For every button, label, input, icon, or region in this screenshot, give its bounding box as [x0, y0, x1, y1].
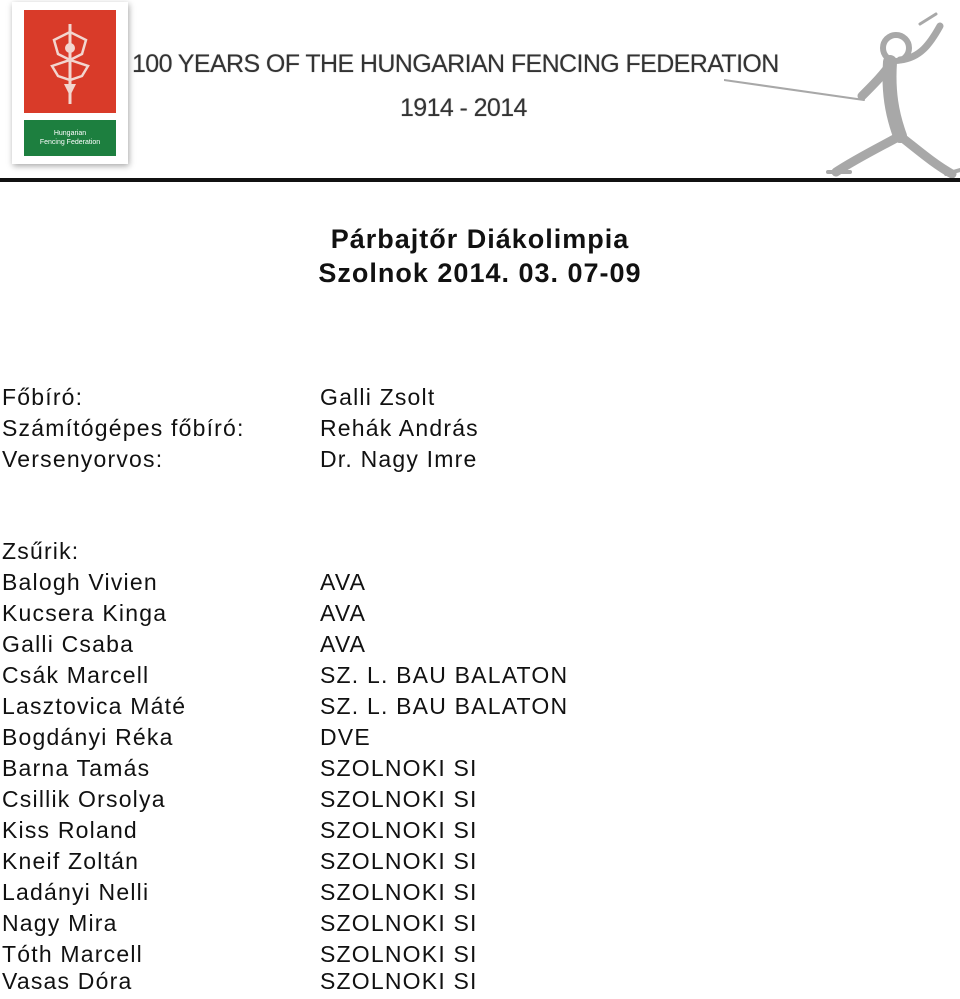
- jury-row: [0, 755, 960, 786]
- jury-member-club: SZOLNOKI SI: [320, 755, 478, 781]
- jury-member-club: SZ. L. BAU BALATON: [320, 662, 569, 688]
- jury-member-club: SZOLNOKI SI: [320, 817, 478, 843]
- logo-line-1: Hungarian: [53, 130, 87, 137]
- jury-member-club: SZOLNOKI SI: [320, 879, 478, 905]
- jury-member-name: Barna Tamás: [2, 755, 151, 781]
- jury-row: [0, 848, 960, 879]
- official-row: [0, 446, 960, 477]
- jury-member-name: Kucsera Kinga: [2, 600, 168, 626]
- jury-row: [0, 724, 960, 755]
- jury-row: [0, 879, 960, 910]
- jury-member-name: Kneif Zoltán: [2, 848, 140, 874]
- official-row: [0, 415, 960, 446]
- jury-member-club: AVA: [320, 631, 367, 657]
- crest-icon: [24, 10, 116, 113]
- jury-row: [0, 817, 960, 848]
- official-label: Versenyorvos:: [2, 446, 164, 472]
- jury-member-name: Vasas Dóra: [2, 968, 133, 994]
- federation-logo: [12, 2, 128, 164]
- jury-row: [0, 910, 960, 941]
- logo-line-2: Fencing Federation: [39, 139, 101, 146]
- jury-member-name: Lasztovica Máté: [2, 693, 187, 719]
- jury-row: [0, 631, 960, 662]
- jury-member-club: SZOLNOKI SI: [320, 941, 478, 967]
- jury-row: [0, 662, 960, 693]
- jury-member-name: Ladányi Nelli: [2, 879, 150, 905]
- official-row: [0, 384, 960, 415]
- header-rule: [0, 178, 960, 182]
- jury-member-name: Csák Marcell: [2, 662, 150, 688]
- jury-row: [0, 968, 960, 999]
- jury-member-club: SZOLNOKI SI: [320, 968, 478, 994]
- official-name: Rehák András: [320, 415, 479, 441]
- official-label: Főbíró:: [2, 384, 84, 410]
- jury-member-name: Balogh Vivien: [2, 569, 158, 595]
- jury-member-club: DVE: [320, 724, 371, 750]
- jury-row: [0, 693, 960, 724]
- jury-member-name: Csillik Orsolya: [2, 786, 166, 812]
- official-name: Galli Zsolt: [320, 384, 436, 410]
- logo-caption: [24, 120, 116, 156]
- banner-years: 1914 - 2014: [400, 94, 527, 122]
- jury-member-club: SZOLNOKI SI: [320, 848, 478, 874]
- jury-member-name: Nagy Mira: [2, 910, 118, 936]
- jury-member-club: SZ. L. BAU BALATON: [320, 693, 569, 719]
- jury-heading: Zsűrik:: [2, 538, 80, 564]
- jury-member-club: SZOLNOKI SI: [320, 786, 478, 812]
- event-title: Párbajtőr Diákolimpia: [330, 224, 630, 254]
- logo-crest: [24, 10, 116, 113]
- jury-member-club: AVA: [320, 569, 367, 595]
- jury-row: [0, 569, 960, 600]
- page-header: [0, 0, 960, 184]
- jury-row: [0, 600, 960, 631]
- banner-title: 100 YEARS OF THE HUNGARIAN FENCING FEDERATION: [132, 50, 779, 78]
- jury-member-name: Kiss Roland: [2, 817, 138, 843]
- event-location-date: Szolnok 2014. 03. 07-09: [318, 258, 642, 288]
- jury-member-name: Galli Csaba: [2, 631, 135, 657]
- jury-member-club: SZOLNOKI SI: [320, 910, 478, 936]
- jury-member-club: AVA: [320, 600, 367, 626]
- jury-row: [0, 786, 960, 817]
- jury-member-name: Bogdányi Réka: [2, 724, 174, 750]
- fencer-silhouette-icon: [724, 4, 960, 180]
- official-label: Számítógépes főbíró:: [2, 415, 245, 441]
- official-name: Dr. Nagy Imre: [320, 446, 478, 472]
- jury-member-name: Tóth Marcell: [2, 941, 143, 967]
